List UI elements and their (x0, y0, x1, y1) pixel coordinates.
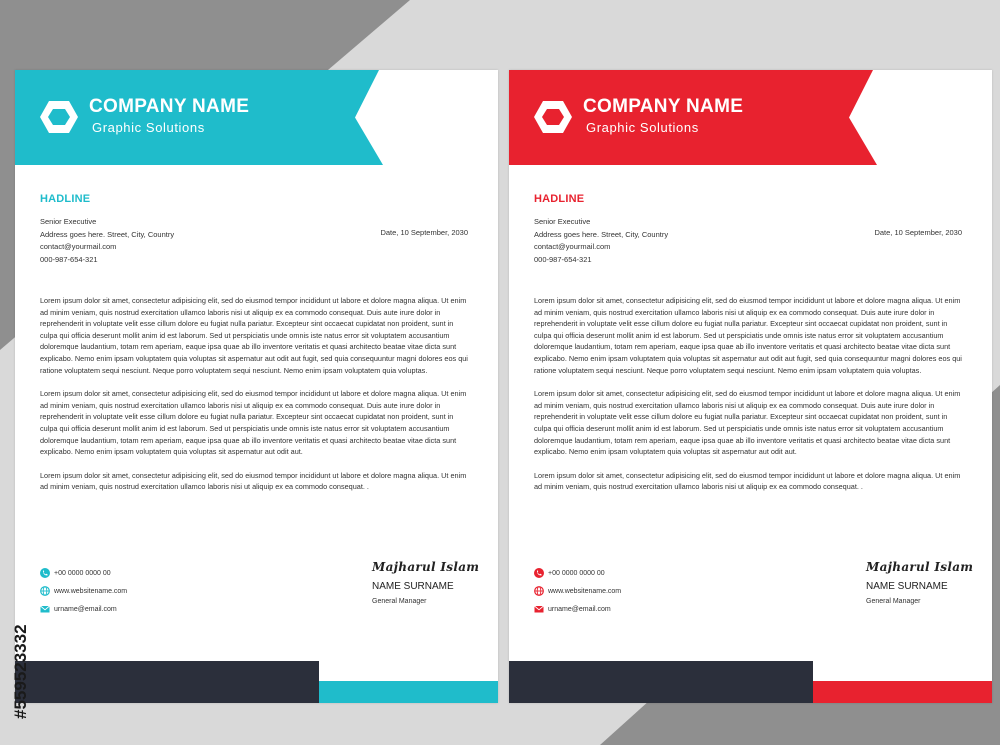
globe-icon (40, 586, 50, 596)
body-paragraph: Lorem ipsum dolor sit amet, consectetur adipisicing elit, sed do eiusmod tempor incididunt ut labore et dolore magna aliqua. Ut enim ad minim veniam, quis nostrud exercitation ullamco laboris nisi ut aliquip ex ea commodo consequat. Duis aute irure dolor in reprehenderit in voluptate velit esse cillum dolore eu fugiat nulla pariatur. Excepteur sint occaecat cupidatat non proident, sunt in culpa qui officia deserunt mollit anim id est laborum. Sed ut perspiciatis unde omnis iste natus error sit voluptatem accusantium doloremque laudantium, totam rem aperiam, eaque ipsa quae ab illo inventore veritatis et quasi architecto beatae vitae dicta sunt explicabo. Nemo enim ipsam voluptatem quia voluptas sit aspernatur aut odit aut. (40, 389, 467, 457)
signer-title: General Manager (866, 598, 921, 605)
contact-email (40, 600, 127, 618)
sender-phone: 000-987-654-321 (40, 254, 98, 264)
footer-bar-dark (509, 661, 813, 703)
letter-body (40, 295, 470, 505)
contact-text: urname@email.com (54, 605, 117, 613)
hexagon-icon (39, 99, 79, 135)
contact-text: +00 0000 0000 00 (548, 569, 605, 577)
contact-text: www.websitename.com (548, 587, 622, 595)
letter-date: Date, 10 September, 2030 (874, 228, 962, 237)
body-paragraph: Lorem ipsum dolor sit amet, consectetur adipisicing elit, sed do eiusmod tempor incididunt ut labore et dolore magna aliqua. Ut enim ad minim veniam, quis nostrud exercitation ullamco laboris nisi ut aliquip ex ea commodo consequat. Duis aute irure dolor in reprehenderit in voluptate velit esse cillum dolore eu fugiat nulla pariatur. Excepteur sint occaecat cupidatat non proident, sunt in culpa qui officia deserunt mollit anim id est laborum. Sed ut perspiciatis unde omnis iste natus error sit voluptatem accusantium doloremque laudantium, totam rem aperiam, eaque ipsa quae ab illo inventore veritatis et quasi architecto beatae vitae dicta sunt explicabo. Nemo enim ipsam voluptatem quia voluptas sit aspernatur aut odit aut. (534, 389, 961, 457)
contact-text: +00 0000 0000 00 (54, 569, 111, 577)
phone-icon (40, 568, 50, 578)
headline: HADLINE (534, 193, 585, 205)
contact-email (534, 600, 621, 618)
contact-website (534, 582, 621, 600)
stock-id-text: #559523332 (11, 624, 30, 719)
signer-name: NAME SURNAME (372, 581, 454, 592)
contact-phone (40, 564, 127, 582)
footer-bar-accent (319, 681, 498, 703)
sender-address: Address goes here. Street, City, Country (40, 229, 175, 239)
globe-icon (534, 586, 544, 596)
footer-bar-dark (15, 661, 319, 703)
sender-phone: 000-987-654-321 (534, 254, 592, 264)
sender-block (534, 216, 668, 266)
sender-position: Senior Executive (40, 217, 97, 226)
signature: Majharul Islam (866, 560, 974, 574)
sender-email: contact@yourmail.com (534, 242, 611, 252)
contact-website (40, 582, 127, 600)
contact-text: www.websitename.com (54, 587, 128, 595)
contact-list (40, 564, 127, 618)
company-name: COMPANY NAME (89, 96, 250, 117)
stock-id-label (10, 500, 30, 720)
hexagon-icon (533, 99, 573, 135)
body-paragraph: Lorem ipsum dolor sit amet, consectetur adipisicing elit, sed do eiusmod tempor incididunt ut labore et dolore magna aliqua. Ut enim ad minim veniam, quis nostrud exercitation ullamco laboris nisi ut aliquip ex ea commodo consequat. Duis aute irure dolor in reprehenderit in voluptate velit esse cillum dolore eu fugiat nulla pariatur. Excepteur sint occaecat cupidatat non proident, sunt in culpa qui officia deserunt mollit anim id est laborum. Sed ut perspiciatis unde omnis iste natus error sit voluptatem accusantium doloremque laudantium, totam rem aperiam, eaque ipsa quae ab illo inventore veritatis et quasi architecto beatae vitae dicta sunt explicabo. Nemo enim ipsam voluptatem quia voluptas sit aspernatur aut odit aut fugit, sed quia consequuntur magni dolores eos qui ratione voluptatem sequi nesciunt. Neque porro voluptatem sequi nesciunt. Nemo enim ipsam voluptatem quia voluptas. (534, 296, 962, 375)
body-paragraph: Lorem ipsum dolor sit amet, consectetur adipisicing elit, sed do eiusmod tempor incididunt ut labore et dolore magna aliqua. Ut enim ad minim veniam, quis nostrud exercitation ullamco laboris nisi ut aliquip ex ea commodo consequat. . (40, 470, 467, 492)
letter-body (534, 295, 964, 505)
letterhead-teal (15, 70, 498, 703)
sender-address: Address goes here. Street, City, Country (534, 229, 669, 239)
letter-date: Date, 10 September, 2030 (380, 228, 468, 237)
signer-title: General Manager (372, 598, 427, 605)
contact-text: urname@email.com (548, 605, 611, 613)
sender-position: Senior Executive (534, 217, 591, 226)
signer-name: NAME SURNAME (866, 581, 948, 592)
signature: Majharul Islam (372, 560, 480, 574)
body-paragraph: Lorem ipsum dolor sit amet, consectetur adipisicing elit, sed do eiusmod tempor incididunt ut labore et dolore magna aliqua. Ut enim ad minim veniam, quis nostrud exercitation ullamco laboris nisi ut aliquip ex ea commodo consequat. . (534, 470, 961, 492)
company-name: COMPANY NAME (583, 96, 744, 117)
phone-icon (534, 568, 544, 578)
contact-list (534, 564, 621, 618)
contact-phone (534, 564, 621, 582)
letterhead-red (509, 70, 992, 703)
footer-bar-accent (813, 681, 992, 703)
headline: HADLINE (40, 193, 91, 205)
sender-email: contact@yourmail.com (40, 242, 117, 252)
company-tagline: Graphic Solutions (92, 120, 205, 135)
mail-icon (534, 604, 544, 614)
company-tagline: Graphic Solutions (586, 120, 699, 135)
sender-block (40, 216, 174, 266)
body-paragraph: Lorem ipsum dolor sit amet, consectetur adipisicing elit, sed do eiusmod tempor incididunt ut labore et dolore magna aliqua. Ut enim ad minim veniam, quis nostrud exercitation ullamco laboris nisi ut aliquip ex ea commodo consequat. Duis aute irure dolor in reprehenderit in voluptate velit esse cillum dolore eu fugiat nulla pariatur. Excepteur sint occaecat cupidatat non proident, sunt in culpa qui officia deserunt mollit anim id est laborum. Sed ut perspiciatis unde omnis iste natus error sit voluptatem accusantium doloremque laudantium, totam rem aperiam, eaque ipsa quae ab illo inventore veritatis et quasi architecto beatae vitae dicta sunt explicabo. Nemo enim ipsam voluptatem quia voluptas sit aspernatur aut odit aut fugit, sed quia consequuntur magni dolores eos qui ratione voluptatem sequi nesciunt. Neque porro voluptatem sequi nesciunt. Nemo enim ipsam voluptatem quia voluptas. (40, 296, 468, 375)
mail-icon (40, 604, 50, 614)
